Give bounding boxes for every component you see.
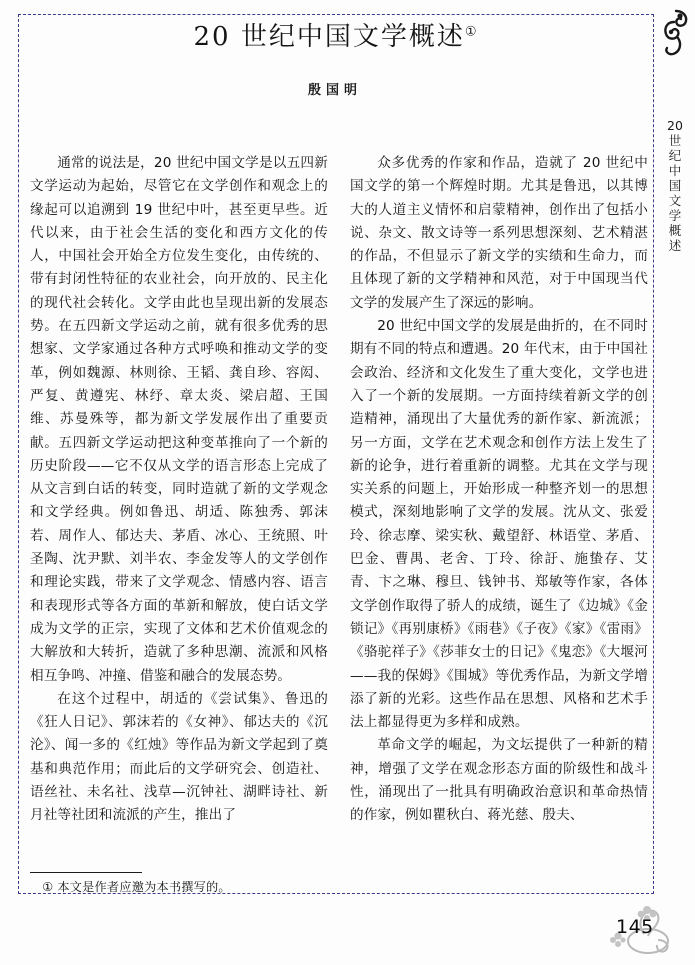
running-head-char: 世 — [668, 133, 682, 148]
page-title — [30, 22, 640, 53]
title-block — [30, 22, 640, 98]
running-head-char: 中 — [668, 163, 682, 178]
footnote-text: ① 本文是作者应邀为本书撰写的。 — [42, 880, 231, 894]
footnote-area — [30, 872, 330, 895]
running-head-char: 概 — [668, 223, 682, 238]
paragraph: 革命文学的崛起，为文坛提供了一种新的精神，增强了文学在观念形态方面的阶级性和战斗性，涌现出了一批具有明确政治意识和革命热情的作家，例如瞿秋白、蒋光慈、殷夫、 — [350, 737, 648, 824]
right-column — [350, 152, 648, 862]
running-head-char: 20 — [667, 118, 683, 133]
decorative-swirl-icon — [660, 8, 692, 66]
running-head-vertical — [662, 118, 688, 253]
page-number-area — [600, 900, 692, 958]
page-title-text: 20 世纪中国文学概述 — [193, 22, 465, 52]
paragraph: 通常的说法是，20 世纪中国文学是以五四新文学运动为起始，尽管它在文学创作和观念上的缘起可以追溯到 19 世纪中叶，甚至更早些。近代以来，由于社会生活的变化和西方文化的传人，中国社会开始全方位发生变化，由传统的、带有封闭性特征的农业社会，向开放的、民主化的现代社会转化。文学由此也呈现出新的发展态势。在五四新文学运动之前，就有很多优秀的思想家、文学家通过各种方式呼唤和推动文学的变革，例如魏源、林则徐、王韬、龚自珍、容闳、严复、黄遵宪、林纾、章太炎、梁启超、王国维、苏曼殊等，都为新文学发展作出了重要贡献。五四新文学运动把这种变革推向了一个新的历史阶段——它不仅从文学的语言形态上完成了从文言到白话的转变，同时造就了新的文学观念和文学经典。例如鲁迅、胡适、陈独秀、郭沫若、周作人、郁达夫、茅盾、冰心、王统照、叶圣陶、沈尹默、刘半农、李金发等人的文学创作和理论实践，带来了文学观念、情感内容、语言和表现形式等各方面的革新和解放，使白话文学成为文学的正宗，实现了文体和艺术价值观念的大解放和大转折，造就了多种思潮、流派和风格相互争鸣、冲撞、借鉴和融合的发展态势。 — [30, 155, 328, 684]
paragraph: 在这个过程中，胡适的《尝试集》、鲁迅的《狂人日记》、郭沫若的《女神》、郁达夫的《沉沦》、闻一多的《红烛》等作品为新文学起到了奠基和典范作用；而此后的文学研究会、创造社、语丝社、未名社、浅草—沉钟社、湖畔诗社、新月社等社团和流派的产生，推出了 — [30, 690, 328, 824]
running-head-char: 国 — [668, 178, 682, 193]
footnote-separator-rule — [30, 872, 142, 873]
paragraph: 众多优秀的作家和作品，造就了 20 世纪中国文学的第一个辉煌时期。尤其是鲁迅，以其博大的人道主义情怀和启蒙精神，创作出了包括小说、杂文、散文诗等一系列思想深刻、艺术精湛的作品，不但显示了新文学的实绩和生命力，而且体现了新的文学精神和风范，对于中国现当代文学的发展产生了深远的影响。 — [350, 155, 648, 311]
left-column — [30, 152, 328, 862]
running-head-char: 学 — [668, 208, 682, 223]
page-number: 145 — [616, 916, 654, 938]
author-name: 殷国明 — [307, 83, 362, 99]
running-head-char: 述 — [668, 238, 682, 253]
running-head-char: 文 — [668, 193, 682, 208]
body-columns — [30, 152, 648, 862]
paragraph: 20 世纪中国文学的发展是曲折的，在不同时期有不同的特点和遭遇。20 年代末，由于中国社会政治、经济和文化发生了重大变化，文学也进入了一个新的发展期。一方面持续着新文学的创造精神，涌现出了大量优秀的新作家、新流派；另一方面，文学在艺术观念和创作方法上发生了新的论争，进行着重新的调整。尤其在文学与现实关系的问题上，开始形成一种整齐划一的思想模式，深刻地影响了文学的发展。沈从文、张爱玲、徐志摩、梁实秋、戴望舒、林语堂、茅盾、巴金、曹禺、老舍、丁玲、徐訏、施蛰存、艾青、卞之琳、穆旦、钱钟书、郑敏等作家，各体文学创作取得了骄人的成绩，诞生了《边城》《金锁记》《再别康桥》《雨巷》《子夜》《家》《雷雨》《骆驼祥子》《莎菲女士的日记》《鬼恋》《大堰河——我的保姆》《围城》等优秀作品，为新文学增添了新的光彩。这些作品在思想、风格和艺术手法上都显得更为多样和成熟。 — [350, 318, 648, 731]
running-head-char: 纪 — [668, 148, 682, 163]
title-footnote-marker: ① — [464, 24, 477, 40]
